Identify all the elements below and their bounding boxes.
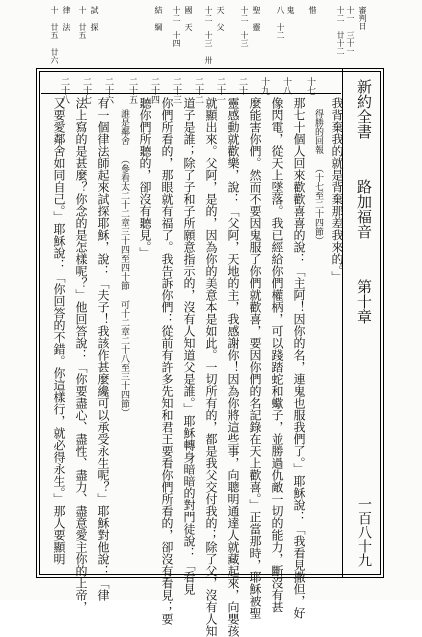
text-column: 道子是誰；除了子和子所願意指示的，沒有人知道父是誰。」耶穌轉身暗暗的對門徒說：「看見 — [182, 97, 196, 595]
ref-numbers: 十二 十三 卅 — [204, 6, 213, 64]
verse-mark: 二十一 — [215, 77, 225, 104]
gospel-name: 路加福音 — [355, 179, 373, 239]
verse-mark: 二十五 — [127, 77, 137, 104]
ref-pity: 惜 — [308, 6, 317, 14]
ref-heaven-kingdom: 國 天 — [184, 6, 193, 31]
ref-numbers: 十 廿五 — [78, 6, 87, 39]
verse-mark: 二十七 — [81, 77, 91, 104]
section-heading: 誰是鄰舍 （參看太二十二章三十四至四十節 可十二章二十八至三十四節） — [119, 109, 129, 417]
text-column: 那七十個人回來歡歡喜喜的說：「主阿！因你的名，連鬼也服我們了。」耶穌說：「我看見撒但，好 — [292, 97, 306, 619]
verse-mark: 二十三 — [171, 77, 181, 104]
text-column: 靈感動就歡樂，說：「父阿，天地的主，我感謝你！因為你將這些事，向聰明通達人就藏起來，向嬰孩 — [226, 97, 240, 637]
text-column: 就顯出來。父阿，是的，因為你的美意本是如此。一切所有的，都是我父交付我的；除了父，沒有人知 — [204, 97, 218, 637]
text-column: 像閃電，從天上墜落。我已經給你們權柄，可以踐踏蛇和蠍子，並勝過仇敵一切的能力，斷沒有甚 — [270, 97, 284, 613]
ref-law: 律 法 — [62, 6, 71, 31]
page-number: 一百八十九 — [356, 497, 372, 567]
ref-numbers: 十二 十三 — [240, 6, 249, 47]
ref-judgment-day: 審判日 — [358, 6, 367, 30]
verse-mark: 二十二 — [193, 77, 203, 104]
ref-numbers: 十 廿五 廿六 — [50, 6, 59, 64]
ref-numbers: 十二 十四 — [172, 6, 181, 47]
chapter-heading-column — [342, 69, 383, 577]
text-column: 我背棄我的就是背棄那差我來的。」 — [330, 97, 344, 283]
ref-numbers: 八 十二 — [276, 6, 285, 39]
cross-reference-header — [36, 0, 382, 68]
text-column: 有一個律法師起來試探耶穌，說：「夫子！我該作甚麼纔可以承受永生呢？」耶穌對他說：「律 — [96, 97, 110, 601]
ref-numbers: 十一 三十一 — [346, 6, 355, 55]
verse-mark: 十九 — [259, 77, 269, 95]
ref-numbers: 十二 廿十二 — [336, 6, 345, 55]
ref-demon: 鬼 — [286, 6, 295, 14]
verse-mark: 二十八 — [59, 77, 69, 104]
section-heading: 得勝的回報 （十七至二十四節） — [313, 109, 323, 245]
ref-heavenly-father: 天 父 — [216, 6, 225, 31]
text-column: 又要愛鄰舍如同自己。」耶穌說：「你回答的不錯。你這樣行，就必得永生。」那人要顯明 — [52, 97, 66, 565]
ref-summary: 結 綱 — [154, 6, 163, 31]
chapter-label: 第十章 — [355, 279, 373, 324]
text-column: 法上寫的是甚麼？你念的是怎樣呢？」他回答說：「你要盡心、盡性、盡力、盡意愛主你的上帝， — [74, 97, 88, 613]
ref-holy-spirit: 聖 靈 — [252, 6, 261, 31]
verse-mark: 二十六 — [103, 77, 113, 104]
verse-mark: 二十四 — [149, 77, 159, 104]
verse-mark: 十七 — [305, 77, 315, 95]
text-column: 麼能害你們。然而不要因鬼服了你們就歡喜，要因你們的名記錄在天上歡喜。」正當那時，耶穌被聖 — [248, 97, 262, 619]
ref-temptation: 試 探 — [90, 6, 99, 31]
book-title: 新約全書 — [355, 79, 373, 139]
verse-mark: 二十 — [237, 77, 247, 95]
verse-mark: 十八 — [281, 77, 291, 95]
text-column: 聽你們所聽的，卻沒有聽見。」 — [138, 97, 152, 259]
text-column: 你們所看的，那眼就有福了。我告訴你們：從前有許多先知和君王要看你們所看的，卻沒有看見；要 — [160, 97, 174, 625]
text-frame — [36, 68, 384, 637]
